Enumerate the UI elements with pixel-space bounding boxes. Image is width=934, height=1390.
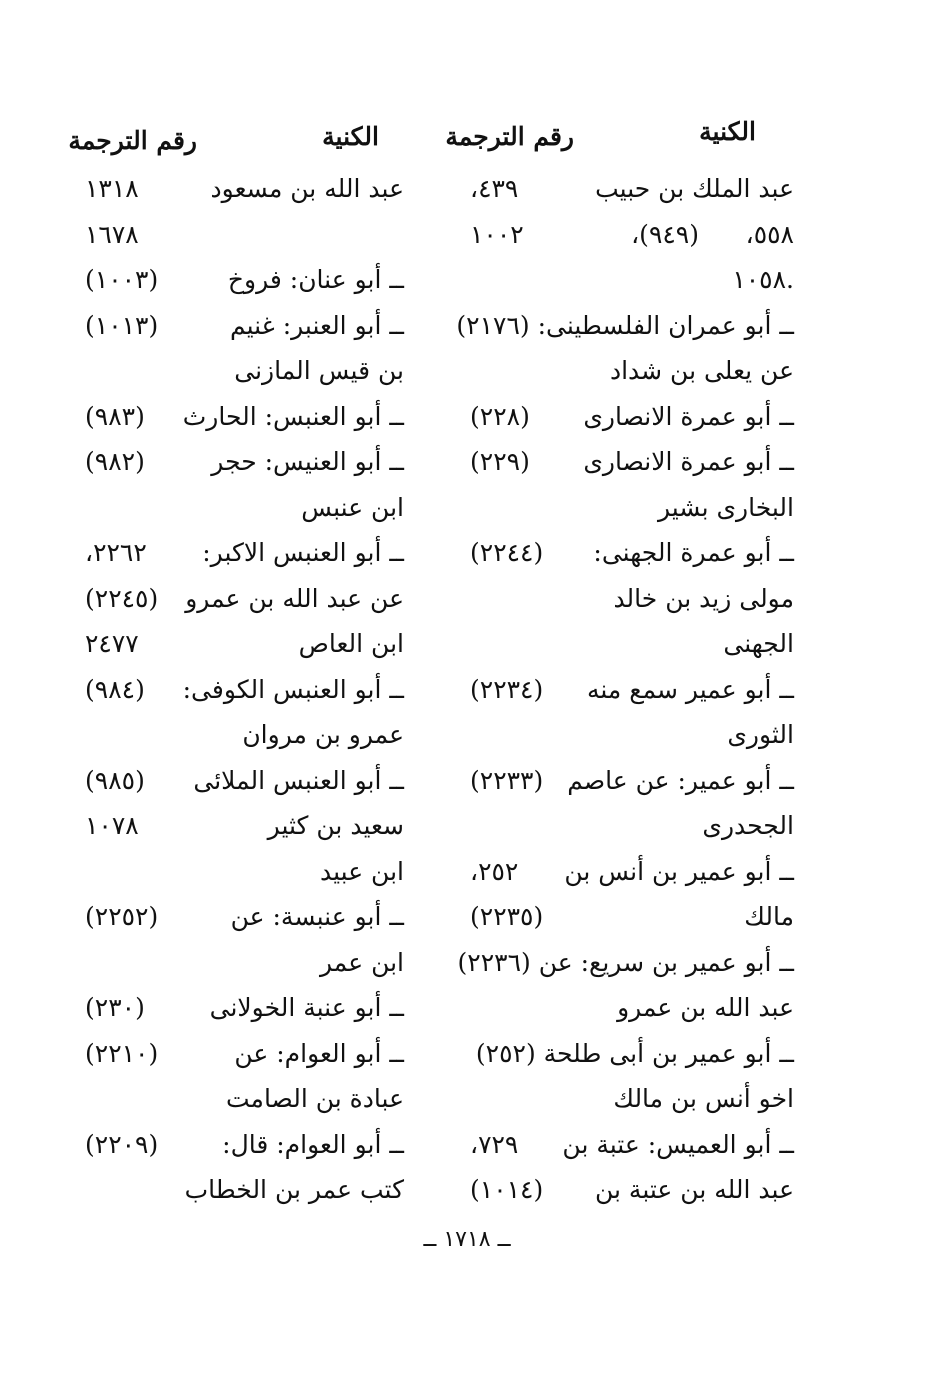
left-entry-number: (٢٣٠) [85,993,145,1022]
right-entry-name: ــ أبو عمير بن أنس بن [564,856,794,886]
right-entry-name: مولى زيد بن خالد [613,583,794,613]
right-entry-name: الجحدرى [702,811,794,840]
right-entry-name: البخارى بشير [657,492,794,522]
right-entry-number: (٢٢٣٣) [470,765,544,795]
right-entry-number: ٧٢٩، [470,1129,519,1159]
right-entry-name: ــ أبو عمير: عن عاصم [567,765,794,795]
left-entry-number: ٢٤٧٧ [85,629,139,658]
left-entry-name: ــ أبو العوام: عن [234,1038,404,1068]
left-entry-name: ابن عمر [319,947,404,977]
left-number-header: رقم الترجمة [68,126,197,155]
right-entry-name: الثورى [727,720,794,749]
left-entry-name: ــ أبو العنبس الاكبر: [202,538,404,567]
left-entry-number: ١٦٧٨ [85,219,139,249]
left-entry-name: كتب عمر بن الخطاب [184,1175,404,1204]
left-entry-name: ــ أبو العنبس الملائى [193,765,404,795]
left-entry-name: ــ أبو العنبس الكوفى: [182,674,404,704]
left-entry-number: (٢٢٥٢) [85,902,159,931]
right-entry-number: (١٠١٤) [470,1175,544,1204]
left-entry-number: ٢٢٦٢، [85,538,147,567]
left-entry-number: (٩٨٤) [85,674,145,704]
right-entry-name: مالك [744,902,794,931]
left-entry-name: ابن عبيد [319,856,404,886]
right-entry-number: (٢٢٤٤) [470,538,544,567]
left-entry-number: (٢٢٤٥) [85,583,159,613]
right-entry-number: ٤٣٩، [470,174,519,203]
left-kunya-header: الكنية [322,122,379,151]
right-entry-name: ــ أبو عمرة الانصارى [583,401,794,431]
left-entry-number: (٩٨٥) [85,765,145,795]
right-entry-name: اخو أنس بن مالك [613,1084,794,1113]
right-entry-name: ــ أبو عمرة الانصارى [583,447,794,476]
left-entry-number: ١٣١٨ [85,174,139,203]
left-entry-name: ابن العاص [298,629,404,658]
left-entry-name: ــ أبو العنيس: حجر [211,447,404,476]
left-entry-name: عمرو بن مروان [242,720,404,749]
left-entry-name: ــ أبو عنبة الخولانى [209,993,404,1022]
left-entry-number: (٢٢٠٩) [85,1129,159,1159]
left-entry-name: عبادة بن الصامت [226,1084,404,1113]
left-entry-name: سعيد بن كثير [267,811,404,840]
right-entry-number: ٢٥٢، [470,856,519,886]
right-entry-number: (٢٢٨) [470,401,530,431]
right-entry-number: (٢٢٣٤) [470,674,544,704]
right-entry-name: ــ أبو عمرة الجهنى: [593,538,794,567]
left-entry-number: (٩٨٣) [85,401,145,431]
right-entry-name: ــ أبو العميس: عتبة بن [562,1129,794,1159]
right-entry-number: (٢٢٩) [470,447,530,476]
left-entry-name: ــ أبو عنبسة: عن [230,902,404,931]
right-entry-name: عن يعلى بن شداد [609,356,794,385]
left-entry-number: ١٠٧٨ [85,811,139,840]
left-entry-number: (٢٢١٠) [85,1038,159,1068]
right-kunya-header: الكنية [699,117,756,146]
left-entry-number: (١٠١٣) [85,310,159,340]
right-number-header: رقم الترجمة [445,122,574,151]
right-entry-name: ــ أبو عمران الفلسطينى: (٢١٧٦) [456,310,794,340]
right-entry-name: عبد الملك بن حبيب [595,174,794,203]
left-entry-name: ــ أبو العنبر: غنيم [229,310,404,340]
right-entry-name: عبد الله بن عتبة بن [595,1175,794,1204]
right-entry-name: ــ أبو عمير بن سريع: عن (٢٢٣٦) [457,947,794,977]
left-entry-name: بن قيس المازنى [234,356,404,385]
right-entry-number-2: ١٠٠٢ [470,219,524,249]
left-entry-number: (٩٨٢) [85,447,145,476]
right-entry-name: الجهنى [723,629,794,658]
left-entry-name: ــ أبو عنان: فروخ [227,265,404,294]
right-entry-name: ــ أبو عمير سمع منه [586,674,794,704]
right-entry-name: عبد الله بن عمرو [617,993,794,1022]
right-entry-name: ــ أبو عمير بن أبى طلحة (٢٥٢) [475,1038,794,1068]
right-entry-number: (٩٤٩)، [631,219,699,249]
right-entry-name: ٥٥٨، [745,219,794,249]
page-number: ــ ١٧١٨ ــ [423,1227,511,1252]
left-entry-number: (١٠٠٣) [85,265,159,294]
right-entry-name: .١٠٥٨ [732,265,794,294]
left-entry-name: ــ أبو العنبس: الحارث [182,401,404,431]
right-entry-number: (٢٢٣٥) [470,902,544,931]
left-entry-name: ــ أبو العوام: قال: [222,1129,404,1159]
left-entry-name: عن عبد الله بن عمرو [185,583,404,613]
left-entry-name: عبد الله بن مسعود [210,174,404,203]
left-entry-name: ابن عنبس [301,492,404,522]
